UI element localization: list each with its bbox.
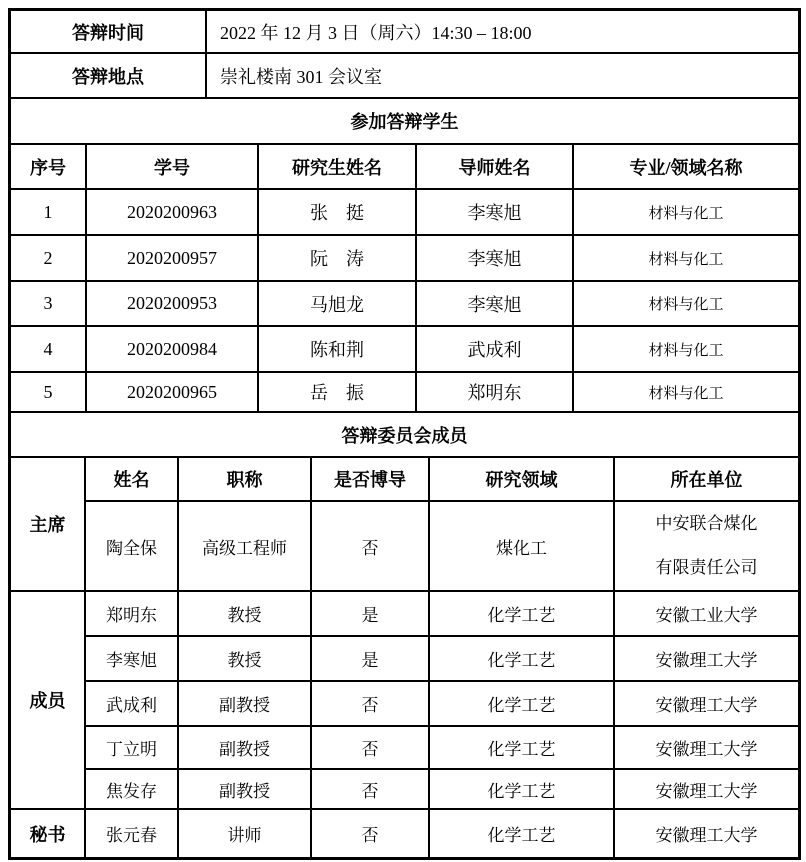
committee-section-title: 答辩委员会成员 (11, 413, 798, 457)
role-secretary-cell: 秘书 (11, 809, 85, 857)
member-unit: 安徽理工大学 (614, 681, 798, 726)
student-id: 2020200984 (86, 326, 258, 372)
secretary-title: 讲师 (178, 809, 311, 857)
member-title: 副教授 (178, 769, 311, 809)
member-row (11, 681, 798, 726)
member-title: 教授 (178, 636, 311, 681)
supervisor-name: 武成利 (416, 326, 573, 372)
major-field: 材料与化工 (573, 326, 798, 372)
member-field: 化学工艺 (429, 681, 614, 726)
col-header-unit: 所在单位 (614, 458, 798, 501)
member-name: 李寒旭 (85, 636, 178, 681)
member-name: 丁立明 (85, 726, 178, 769)
member-row (11, 636, 798, 681)
member-name: 郑明东 (85, 591, 178, 636)
student-name: 陈和荆 (258, 326, 416, 372)
secretary-doctoral: 否 (311, 809, 429, 857)
member-title: 教授 (178, 591, 311, 636)
member-field: 化学工艺 (429, 591, 614, 636)
committee-title-table (11, 413, 798, 458)
col-header-student-name: 研究生姓名 (258, 145, 416, 189)
student-name: 阮 涛 (258, 235, 416, 281)
col-header-major: 专业/领域名称 (573, 145, 798, 189)
chair-unit-line1: 中安联合煤化 (655, 514, 758, 533)
chair-unit-line2: 有限责任公司 (655, 558, 758, 577)
student-no: 3 (11, 281, 86, 326)
student-row (11, 235, 798, 281)
defense-location-value: 崇礼楼南 301 会议室 (206, 53, 798, 98)
supervisor-name: 李寒旭 (416, 189, 573, 235)
member-title: 副教授 (178, 726, 311, 769)
student-id: 2020200963 (86, 189, 258, 235)
student-id: 2020200957 (86, 235, 258, 281)
member-doctoral: 是 (311, 591, 429, 636)
student-id: 2020200953 (86, 281, 258, 326)
student-id: 2020200965 (86, 372, 258, 412)
member-row (11, 726, 798, 769)
student-no: 2 (11, 235, 86, 281)
students-header-row (11, 145, 798, 189)
member-unit: 安徽理工大学 (614, 769, 798, 809)
supervisor-name: 李寒旭 (416, 235, 573, 281)
students-title-table (11, 99, 798, 145)
col-header-title: 职称 (178, 458, 311, 501)
member-unit: 安徽工业大学 (614, 591, 798, 636)
defense-schedule-table (8, 8, 801, 860)
col-header-name: 姓名 (85, 458, 178, 501)
student-name: 岳 振 (258, 372, 416, 412)
student-no: 5 (11, 372, 86, 412)
role-chair-cell: 主席 (11, 458, 85, 591)
student-name: 马旭龙 (258, 281, 416, 326)
chair-name: 陶全保 (85, 501, 178, 591)
defense-time-label: 答辩时间 (11, 11, 206, 53)
major-field: 材料与化工 (573, 189, 798, 235)
member-row (11, 769, 798, 809)
member-doctoral: 否 (311, 769, 429, 809)
defense-location-label: 答辩地点 (11, 53, 206, 98)
member-doctoral: 是 (311, 636, 429, 681)
col-header-student-id: 学号 (86, 145, 258, 189)
member-field: 化学工艺 (429, 636, 614, 681)
member-field: 化学工艺 (429, 726, 614, 769)
role-members-cell: 成员 (11, 591, 85, 809)
student-row (11, 372, 798, 412)
member-name: 焦发存 (85, 769, 178, 809)
major-field: 材料与化工 (573, 235, 798, 281)
secretary-unit: 安徽理工大学 (655, 826, 758, 845)
defense-time-row (11, 11, 798, 53)
member-name: 武成利 (85, 681, 178, 726)
member-unit: 安徽理工大学 (614, 636, 798, 681)
committee-header-row (11, 458, 798, 501)
student-row (11, 189, 798, 235)
member-unit: 安徽理工大学 (614, 726, 798, 769)
committee-table (11, 458, 798, 857)
chair-unit (614, 501, 798, 591)
student-name: 张 挺 (258, 189, 416, 235)
secretary-field: 化学工艺 (429, 809, 614, 857)
member-doctoral: 否 (311, 681, 429, 726)
secretary-row (11, 809, 798, 857)
student-row (11, 326, 798, 372)
member-row (11, 591, 798, 636)
student-row (11, 281, 798, 326)
supervisor-name: 李寒旭 (416, 281, 573, 326)
member-title: 副教授 (178, 681, 311, 726)
student-no: 4 (11, 326, 86, 372)
info-table (11, 11, 798, 99)
col-header-supervisor: 导师姓名 (416, 145, 573, 189)
major-field: 材料与化工 (573, 372, 798, 412)
student-no: 1 (11, 189, 86, 235)
defense-location-row (11, 53, 798, 98)
chair-row (11, 501, 798, 591)
chair-doctoral: 否 (311, 501, 429, 591)
students-table (11, 145, 798, 413)
major-field: 材料与化工 (573, 281, 798, 326)
supervisor-name: 郑明东 (416, 372, 573, 412)
col-header-field: 研究领域 (429, 458, 614, 501)
secretary-name: 张元春 (85, 809, 178, 857)
defense-time-value: 2022 年 12 月 3 日（周六）14:30 – 18:00 (206, 11, 798, 53)
chair-title: 高级工程师 (178, 501, 311, 591)
chair-field: 煤化工 (429, 501, 614, 591)
students-section-title: 参加答辩学生 (11, 99, 798, 144)
member-doctoral: 否 (311, 726, 429, 769)
member-field: 化学工艺 (429, 769, 614, 809)
col-header-doctoral: 是否博导 (311, 458, 429, 501)
col-header-no: 序号 (11, 145, 86, 189)
